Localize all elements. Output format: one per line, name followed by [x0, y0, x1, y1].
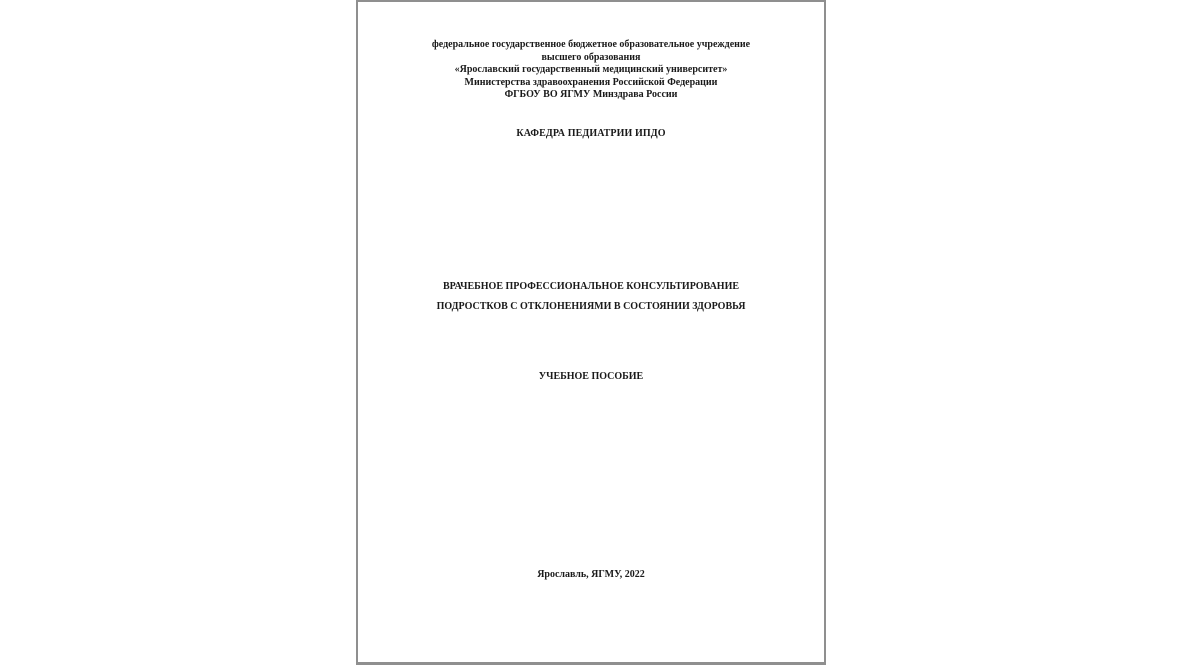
institution-header — [358, 39, 824, 102]
document-title-line: ВРАЧЕБНОЕ ПРОФЕССИОНАЛЬНОЕ КОНСУЛЬТИРОВАНИЕ — [442, 281, 740, 292]
document-title-line: ПОДРОСТКОВ С ОТКЛОНЕНИЯМИ В СОСТОЯНИИ ЗДОРОВЬЯ — [436, 301, 746, 312]
department-name: КАФЕДРА ПЕДИАТРИИ ИПДО — [516, 128, 666, 139]
place-and-year: Ярославль, ЯГМУ, 2022 — [537, 569, 645, 580]
institution-header-line: высшего образования — [541, 51, 641, 63]
document-type: УЧЕБНОЕ ПОСОБИЕ — [538, 371, 644, 382]
institution-header-line: федеральное государственное бюджетное образовательное учреждение — [431, 39, 751, 50]
institution-header-line: Министерства здравоохранения Российской Федерации — [464, 76, 718, 88]
institution-header-line: «Ярославский государственный медицинский университет» — [454, 64, 728, 75]
title-page — [358, 2, 824, 662]
institution-header-line: ФГБОУ ВО ЯГМУ Минздрава России — [504, 89, 678, 100]
document-title — [358, 277, 824, 317]
document-page-frame — [356, 0, 826, 665]
